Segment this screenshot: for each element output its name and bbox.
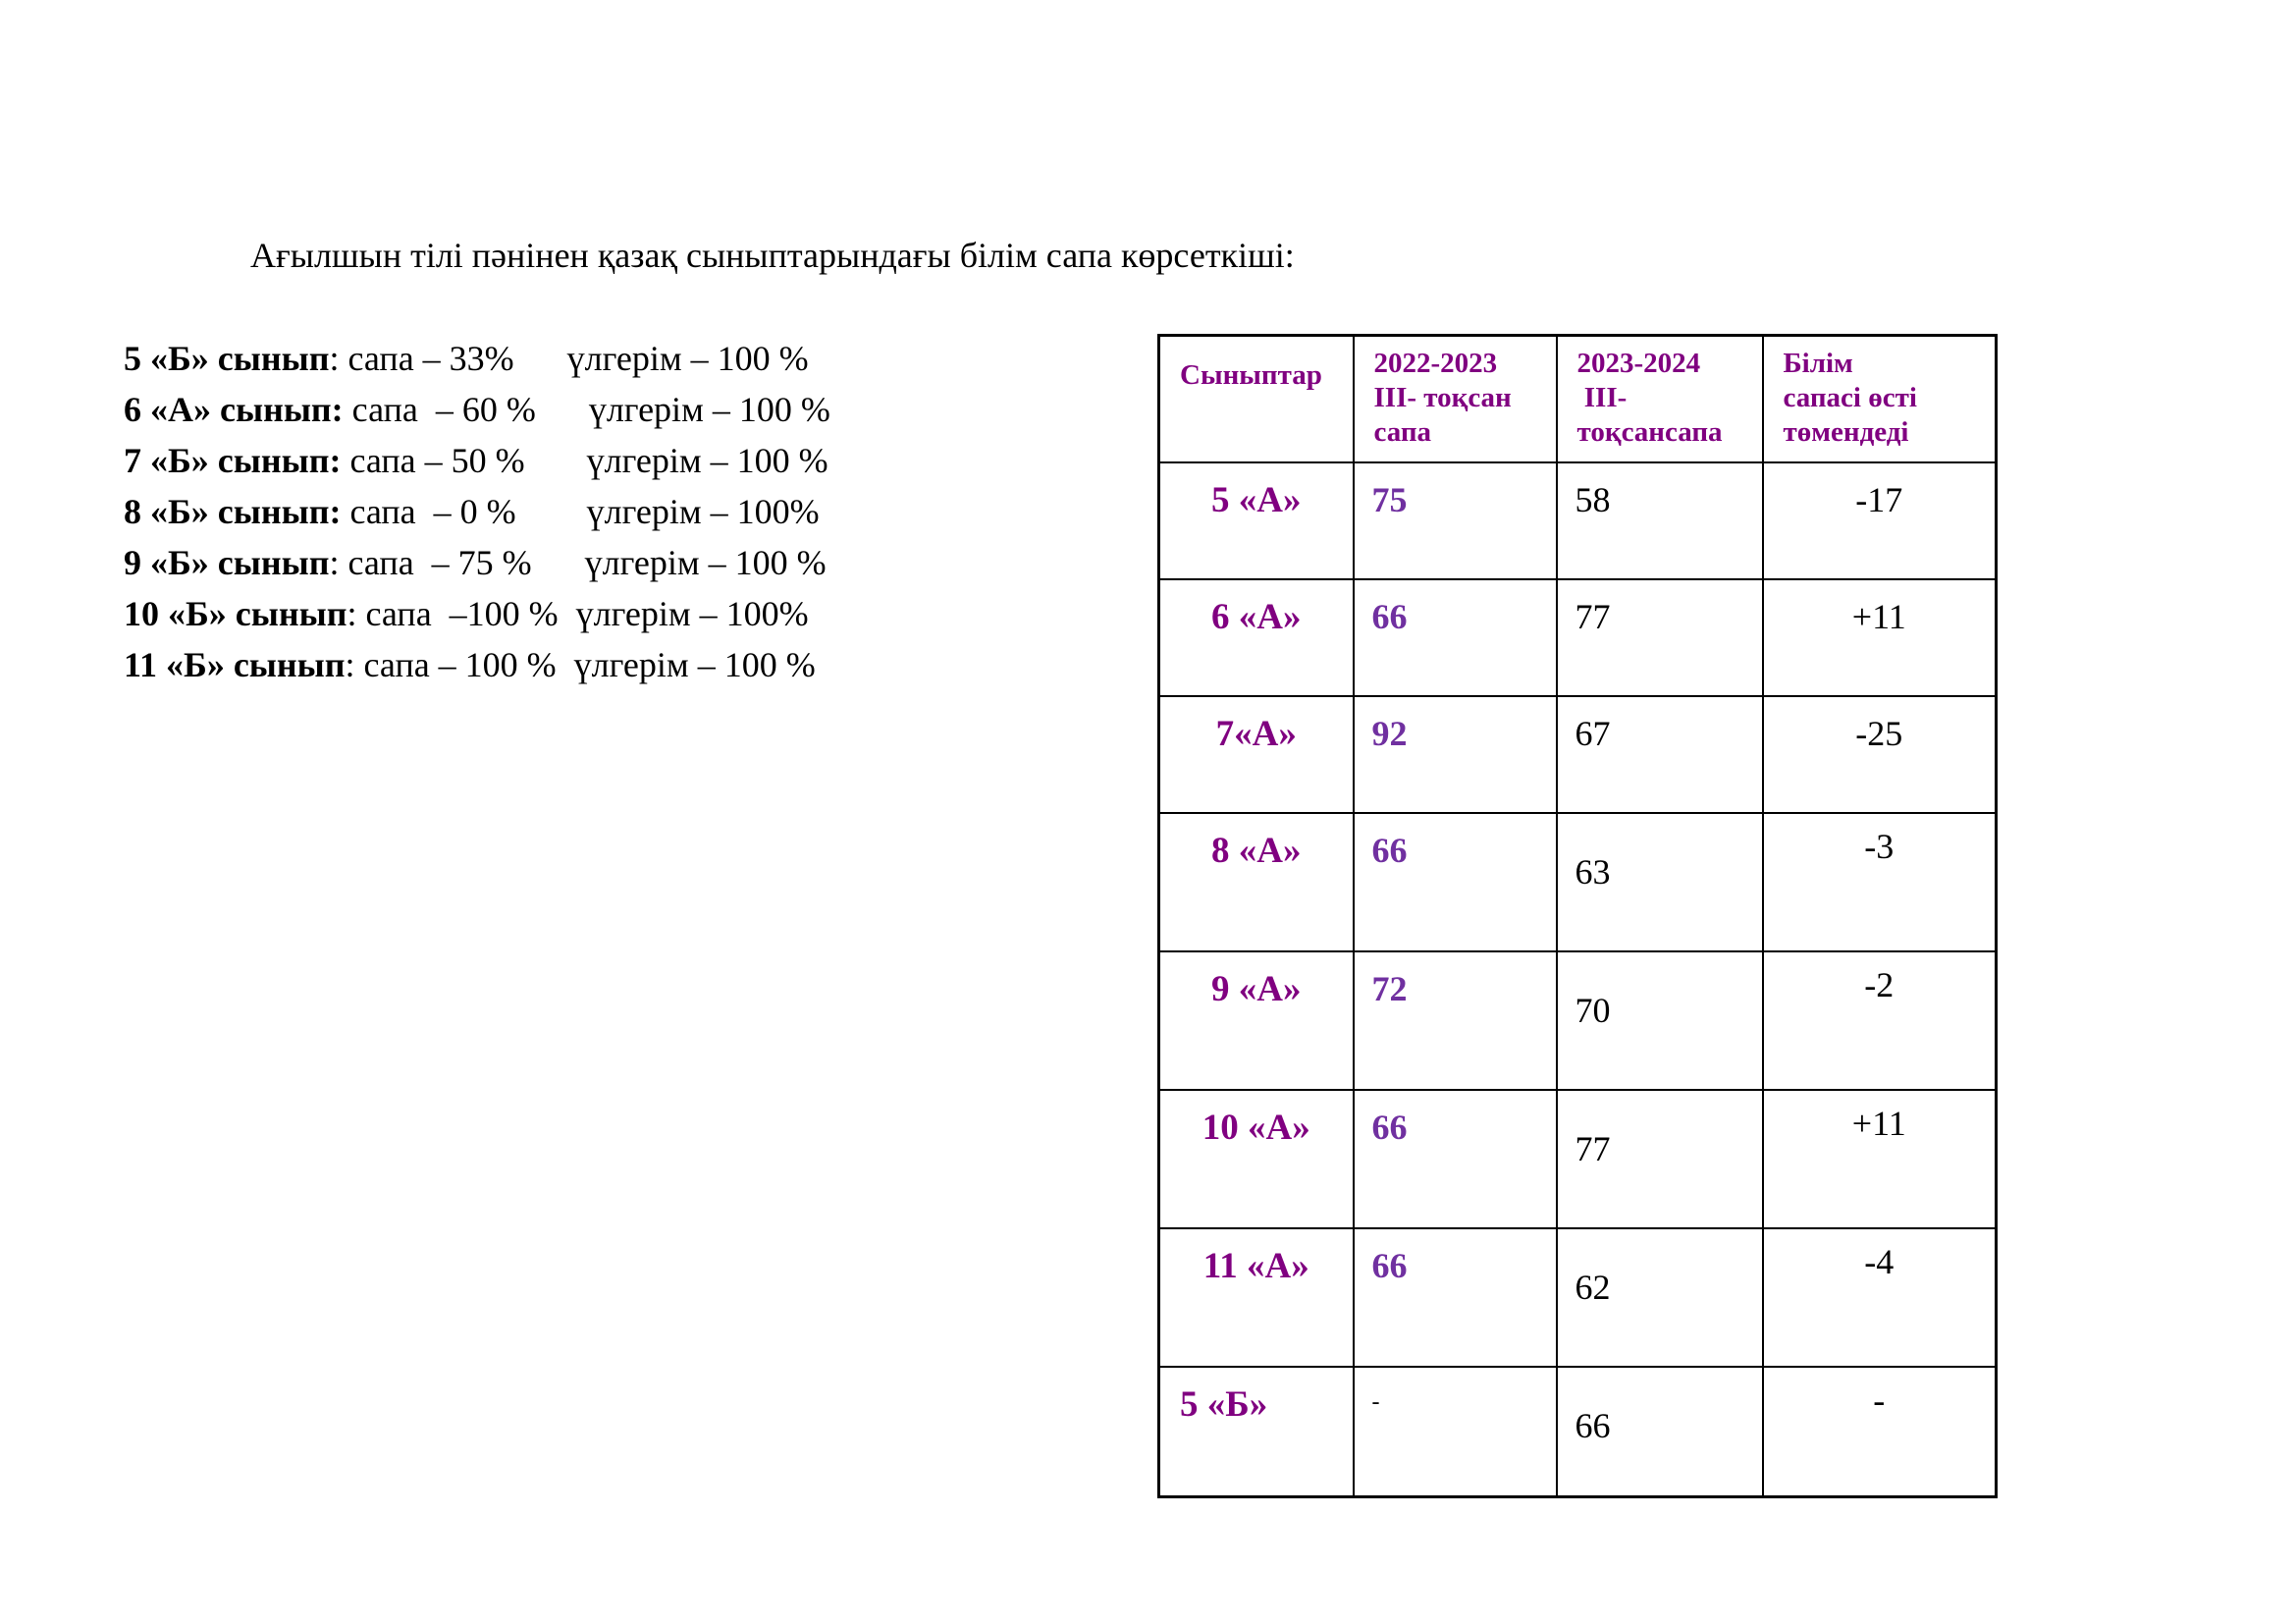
cell-prev-quality: 66 — [1354, 813, 1557, 951]
cell-prev-quality: 92 — [1354, 696, 1557, 813]
cell-prev-quality: 66 — [1354, 1090, 1557, 1228]
header-2022-2023 — [1354, 336, 1557, 463]
class-label: 8 «Б» сынып: — [124, 492, 342, 531]
class-label: 11 «Б» сынып — [124, 645, 346, 684]
cell-change: -2 — [1763, 951, 1997, 1090]
header-text: Білім — [1783, 348, 1853, 379]
cell-class: 7«А» — [1159, 696, 1354, 813]
stats-line — [124, 591, 830, 642]
cell-prev-quality: 66 — [1354, 1228, 1557, 1367]
table-row — [1159, 813, 1997, 951]
cell-prev-quality: 66 — [1354, 579, 1557, 696]
class-label: 6 «А» сынып: — [124, 390, 344, 429]
stats-text: сапа –100 % үлгерім – 100% — [365, 594, 809, 633]
class-label: 5 «Б» сынып — [124, 339, 330, 378]
cell-change: -25 — [1763, 696, 1997, 813]
stats-line — [124, 387, 830, 438]
cell-change: -4 — [1763, 1228, 1997, 1367]
table-row — [1159, 1367, 1997, 1497]
cell-change: +11 — [1763, 1090, 1997, 1228]
table-header-row — [1159, 336, 1997, 463]
cell-change: -17 — [1763, 462, 1997, 579]
header-text: тоқсансапа — [1576, 416, 1723, 448]
header-text: 2022-2023 — [1373, 348, 1498, 379]
header-text: сапасі өсті — [1783, 382, 1917, 413]
header-text: төмендеді — [1783, 416, 1909, 448]
cell-current-quality: 70 — [1557, 951, 1763, 1090]
cell-class: 6 «А» — [1159, 579, 1354, 696]
cell-change: -3 — [1763, 813, 1997, 951]
separator: : — [329, 543, 348, 582]
separator: : — [329, 339, 348, 378]
stats-text: сапа – 100 % үлгерім – 100 % — [363, 645, 816, 684]
header-2023-2024 — [1557, 336, 1763, 463]
table-row — [1159, 1090, 1997, 1228]
header-text: ІІІ- тоқсан — [1373, 382, 1512, 413]
header-text: сапа — [1373, 416, 1432, 448]
header-text: ІІІ- — [1576, 382, 1628, 413]
cell-current-quality: 58 — [1557, 462, 1763, 579]
header-quality-change — [1763, 336, 1997, 463]
stats-line — [124, 336, 830, 387]
class-label: 7 «Б» сынып: — [124, 441, 342, 480]
cell-class: 11 «А» — [1159, 1228, 1354, 1367]
cell-current-quality: 67 — [1557, 696, 1763, 813]
separator: : — [347, 594, 366, 633]
separator: : — [345, 645, 364, 684]
document-title: Ағылшын тілі пәнінен қазақ сыныптарындағы білім сапа көрсеткіші: — [250, 236, 1295, 275]
header-text: 2023-2024 — [1576, 348, 1701, 379]
cell-current-quality: 66 — [1557, 1367, 1763, 1497]
table-row — [1159, 951, 1997, 1090]
cell-class: 10 «А» — [1159, 1090, 1354, 1228]
cell-change: +11 — [1763, 579, 1997, 696]
cell-current-quality: 77 — [1557, 1090, 1763, 1228]
cell-current-quality: 62 — [1557, 1228, 1763, 1367]
class-label: 10 «Б» сынып — [124, 594, 347, 633]
cell-current-quality: 77 — [1557, 579, 1763, 696]
cell-class: 8 «А» — [1159, 813, 1354, 951]
stats-text: сапа – 33% үлгерім – 100 % — [347, 339, 809, 378]
table-row — [1159, 1228, 1997, 1367]
table-row — [1159, 462, 1997, 579]
header-text: Сыныптар — [1180, 359, 1322, 391]
stats-line — [124, 438, 830, 489]
cell-change: - — [1763, 1367, 1997, 1497]
class-stats-list — [124, 336, 830, 693]
cell-class: 9 «А» — [1159, 951, 1354, 1090]
cell-current-quality: 63 — [1557, 813, 1763, 951]
stats-text: сапа – 50 % үлгерім – 100 % — [349, 441, 828, 480]
stats-line — [124, 642, 830, 693]
stats-text: сапа – 0 % үлгерім – 100% — [349, 492, 820, 531]
cell-prev-quality: 75 — [1354, 462, 1557, 579]
cell-class: 5 «Б» — [1159, 1367, 1354, 1497]
separator — [344, 390, 352, 429]
table-row — [1159, 579, 1997, 696]
class-label: 9 «Б» сынып — [124, 543, 330, 582]
stats-text: сапа – 75 % үлгерім – 100 % — [347, 543, 827, 582]
stats-text: сапа – 60 % үлгерім – 100 % — [351, 390, 830, 429]
stats-line — [124, 489, 830, 540]
quality-comparison-table — [1157, 334, 1998, 1498]
cell-prev-quality: - — [1354, 1367, 1557, 1497]
header-classes — [1159, 336, 1354, 463]
table-row — [1159, 696, 1997, 813]
cell-class: 5 «А» — [1159, 462, 1354, 579]
stats-line — [124, 540, 830, 591]
cell-prev-quality: 72 — [1354, 951, 1557, 1090]
